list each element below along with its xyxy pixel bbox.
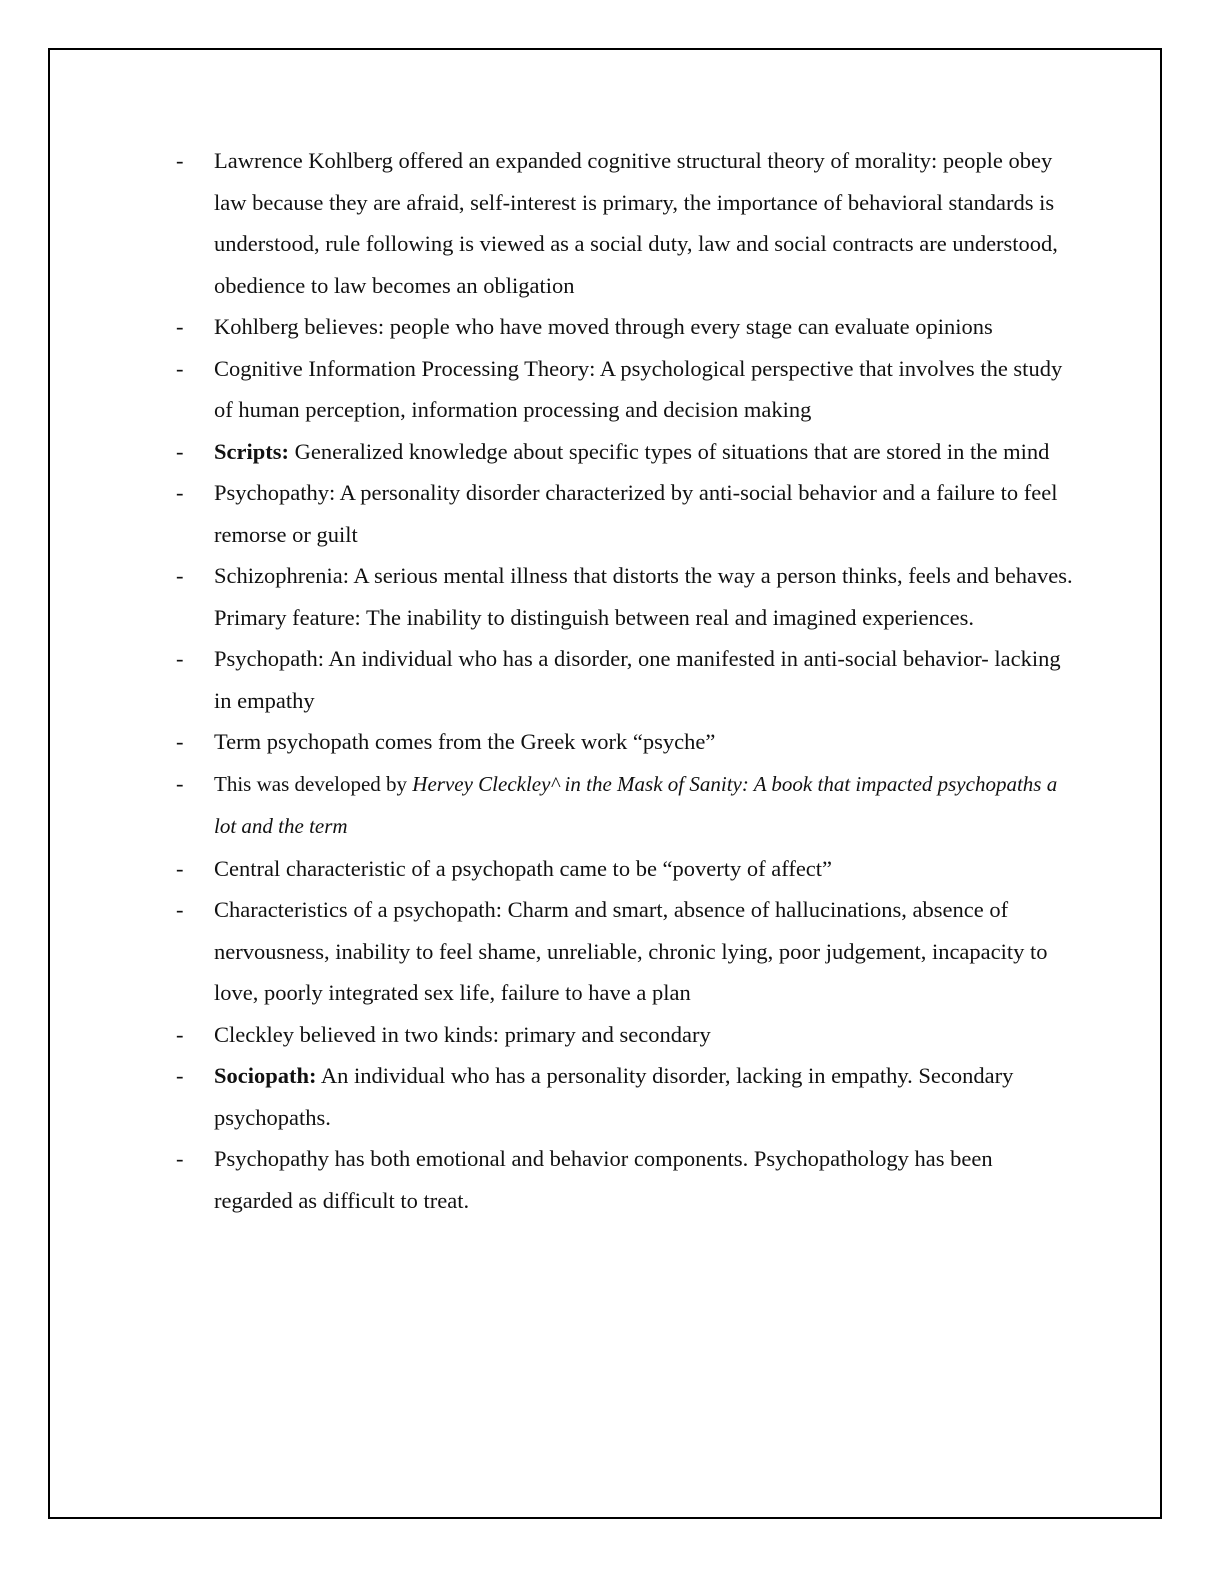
list-item xyxy=(176,638,1076,721)
bullet-list xyxy=(176,140,1076,1221)
list-item xyxy=(176,1138,1076,1221)
dash-marker: - xyxy=(176,897,184,922)
item-text: Generalized knowledge about specific types of situations that are stored in the mind xyxy=(289,438,1050,464)
item-text: This was developed by xyxy=(214,771,413,796)
dash-marker: - xyxy=(176,1021,184,1047)
item-text: Term psychopath comes from the Greek work “psyche” xyxy=(214,729,716,754)
list-item xyxy=(176,555,1076,638)
list-item xyxy=(176,348,1076,431)
dash-marker: - xyxy=(176,148,184,173)
item-text: An individual who has a personality disorder, lacking in empathy. Secondary psychopaths. xyxy=(214,1063,1014,1130)
list-item xyxy=(176,889,1076,1014)
item-text: Schizophrenia: A serious mental illness that distorts the way a person thinks, feels and behaves. Primary feature: The inability to distinguish between real and imagined experiences. xyxy=(214,563,1073,630)
list-item xyxy=(176,431,1076,473)
dash-marker: - xyxy=(176,1146,184,1171)
list-item xyxy=(176,1014,1076,1056)
dash-marker: - xyxy=(176,1063,184,1088)
dash-marker: - xyxy=(176,480,184,505)
item-text: Characteristics of a psychopath: Charm and smart, absence of hallucinations, absence of nervousness, inability to feel shame, unreliable, chronic lying, poor judgement, incapacity to love, poorly integrated sex life, failure to have a plan xyxy=(214,897,1048,1005)
item-text: Psychopathy has both emotional and behavior components. Psychopathology has been regarded as difficult to treat. xyxy=(214,1146,993,1213)
list-item xyxy=(176,140,1076,306)
list-item xyxy=(176,306,1076,348)
dash-marker: - xyxy=(176,563,184,588)
item-text: Psychopathy: A personality disorder characterized by anti-social behavior and a failure to feel remorse or guilt xyxy=(214,480,1058,547)
dash-marker: - xyxy=(176,770,184,796)
list-item xyxy=(176,1055,1076,1138)
item-text: Psychopath: An individual who has a disorder, one manifested in anti-social behavior- lacking in empathy xyxy=(214,646,1061,713)
item-text: Cognitive Information Processing Theory: A psychological perspective that involves the study of human perception, information processing and decision making xyxy=(214,355,1063,422)
list-item xyxy=(176,721,1076,763)
list-item xyxy=(176,763,1076,848)
item-text: Kohlberg believes: people who have moved through every stage can evaluate opinions xyxy=(214,314,993,339)
item-text: Central characteristic of a psychopath came to be “poverty of affect” xyxy=(214,855,833,881)
list-item xyxy=(176,848,1076,890)
item-term: Scripts: xyxy=(214,438,289,464)
dash-marker: - xyxy=(176,855,184,881)
item-term: Sociopath: xyxy=(214,1063,317,1088)
list-item xyxy=(176,472,1076,555)
item-italic-text: Hervey Cleckley^ in the Mask of Sanity: A book that impacted psychopaths a lot and the term xyxy=(214,771,1058,838)
dash-marker: - xyxy=(176,729,184,754)
item-text: Cleckley believed in two kinds: primary and secondary xyxy=(214,1021,711,1047)
dash-marker: - xyxy=(176,355,184,381)
dash-marker: - xyxy=(176,438,184,464)
dash-marker: - xyxy=(176,646,184,671)
dash-marker: - xyxy=(176,314,184,339)
item-text: Lawrence Kohlberg offered an expanded cognitive structural theory of morality: people obey law because they are afraid, self-interest is primary, the importance of behavioral standards is understood, rule following is viewed as a social duty, law and social contracts are understood, obedience to law becomes an obligation xyxy=(214,148,1058,298)
